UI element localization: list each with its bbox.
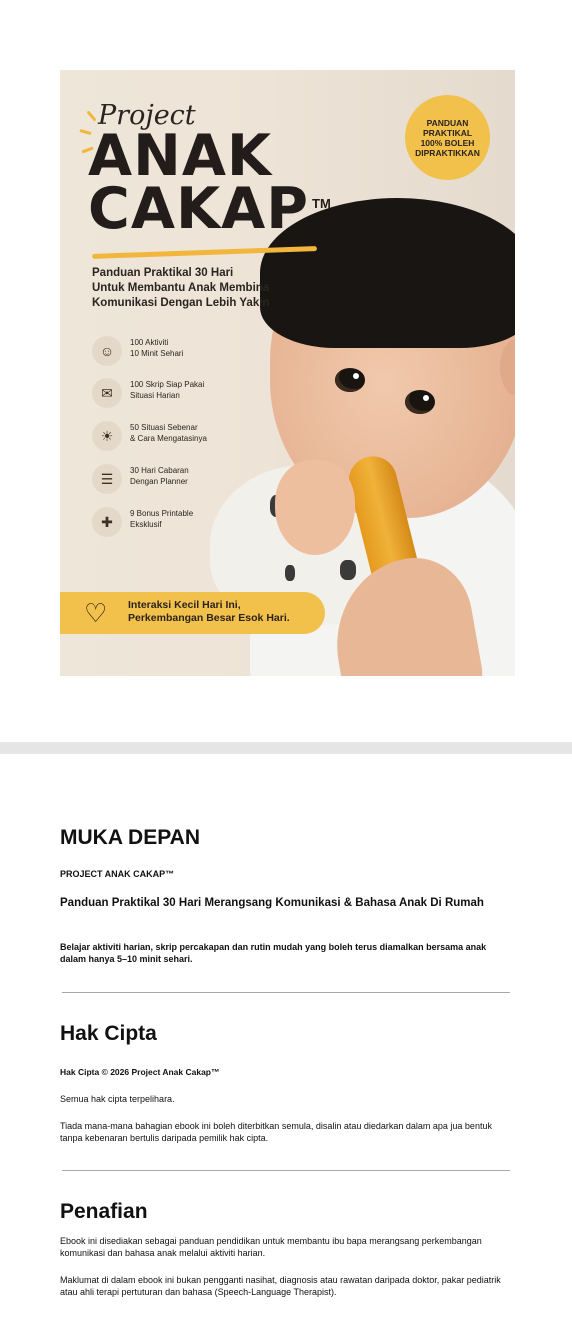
disclaimer-paragraph: Maklumat di dalam ebook ini bukan pengganti nasihat, diagnosis atau rawatan daripada doktor, pakar pediatrik atau ahli terapi pertuturan dan bahasa (Speech-Language Therapist). (60, 1275, 501, 1297)
disclaimer-para1-wrap (60, 1235, 512, 1259)
cover-banner (60, 592, 325, 634)
section-description: Belajar aktiviti harian, skrip percakapan dan rutin mudah yang boleh terus diamalkan bersama anak dalam hanya 5–10 minit sehari. (60, 942, 487, 964)
cover-project-word: Project (98, 100, 196, 131)
disclaimer-paragraph: Ebook ini disediakan sebagai panduan pendidikan untuk membantu ibu bapa merangsang perkembangan komunikasi dan bahasa anak melalui aktiviti harian. (60, 1236, 482, 1258)
feature-item (92, 421, 242, 451)
cover-title (88, 123, 310, 242)
notice-wrap (60, 1120, 512, 1144)
section-disclaimer (60, 1200, 512, 1224)
feature-item (92, 378, 242, 408)
copyright-wrap (60, 1066, 512, 1078)
divider (62, 992, 510, 993)
cover-subtitle: Panduan Praktikal 30 Hari Untuk Membantu Anak Membina Komunikasi Dengan Lebih Yakin (92, 267, 270, 309)
divider (62, 1170, 510, 1171)
feature-text: 9 Bonus Printable Eksklusif (130, 509, 194, 529)
feature-item (92, 464, 242, 494)
feature-text: 100 Skrip Siap Pakai Situasi Harian (130, 380, 205, 400)
feature-text: 100 Aktiviti 10 Minit Sehari (130, 338, 184, 358)
front-matter-page (0, 754, 572, 1318)
page-separator (0, 742, 572, 754)
feature-item (92, 336, 242, 366)
bib-pattern (285, 565, 295, 581)
cover-image (60, 70, 515, 676)
lightbulb-icon: ☀ (92, 421, 122, 451)
section-heading: Hak Cipta (60, 1022, 157, 1045)
practical-badge (405, 95, 490, 180)
heart-icon: ♡ (84, 598, 108, 628)
brand-line: PROJECT ANAK CAKAP™ (60, 869, 175, 879)
clipboard-icon: ☰ (92, 464, 122, 494)
section-subheading: Panduan Praktikal 30 Hari Merangsang Komunikasi & Bahasa Anak Di Rumah (60, 897, 484, 909)
description-wrap (60, 941, 512, 965)
subheading-wrap (60, 896, 512, 911)
section-heading: Penafian (60, 1200, 148, 1223)
section-heading: MUKA DEPAN (60, 826, 200, 849)
baby-eye-left (335, 368, 365, 392)
copyright-notice: Tiada mana-mana bahagian ebook ini boleh diterbitkan semula, disalin atau diedarkan dalam apa jua bentuk tanpa kebenaran bertulis daripada pemilik hak cipta. (60, 1121, 492, 1143)
chat-icon: ✉ (92, 378, 122, 408)
gift-icon: ✚ (92, 507, 122, 537)
cover-title-line2: CAKAP (88, 176, 310, 242)
rights-wrap (60, 1093, 512, 1105)
badge-text: PANDUAN PRAKTIKAL 100% BOLEH DIPRAKTIKKAN (415, 117, 480, 158)
feature-text: 50 Situasi Sebenar & Cara Mengatasinya (130, 423, 207, 443)
section-copyright (60, 1022, 512, 1046)
feature-text: 30 Hari Cabaran Dengan Planner (130, 466, 189, 486)
people-icon: ☺ (92, 336, 122, 366)
banner-text: Interaksi Kecil Hari Ini, Perkembangan Besar Esok Hari. (128, 599, 290, 624)
copyright-line: Hak Cipta © 2026 Project Anak Cakap™ (60, 1067, 220, 1077)
bib-pattern (340, 560, 356, 580)
brand-line-wrap (60, 868, 512, 880)
baby-eye-right (405, 390, 435, 414)
baby-hand-illustration (275, 460, 355, 555)
sparkle-icon (86, 110, 96, 121)
trademark-mark: TM (312, 196, 331, 211)
disclaimer-para2-wrap (60, 1274, 512, 1298)
rights-line: Semua hak cipta terpelihara. (60, 1094, 175, 1104)
section-front-cover (60, 826, 512, 850)
feature-item (92, 507, 242, 537)
cover-title-line1: ANAK (88, 123, 273, 189)
